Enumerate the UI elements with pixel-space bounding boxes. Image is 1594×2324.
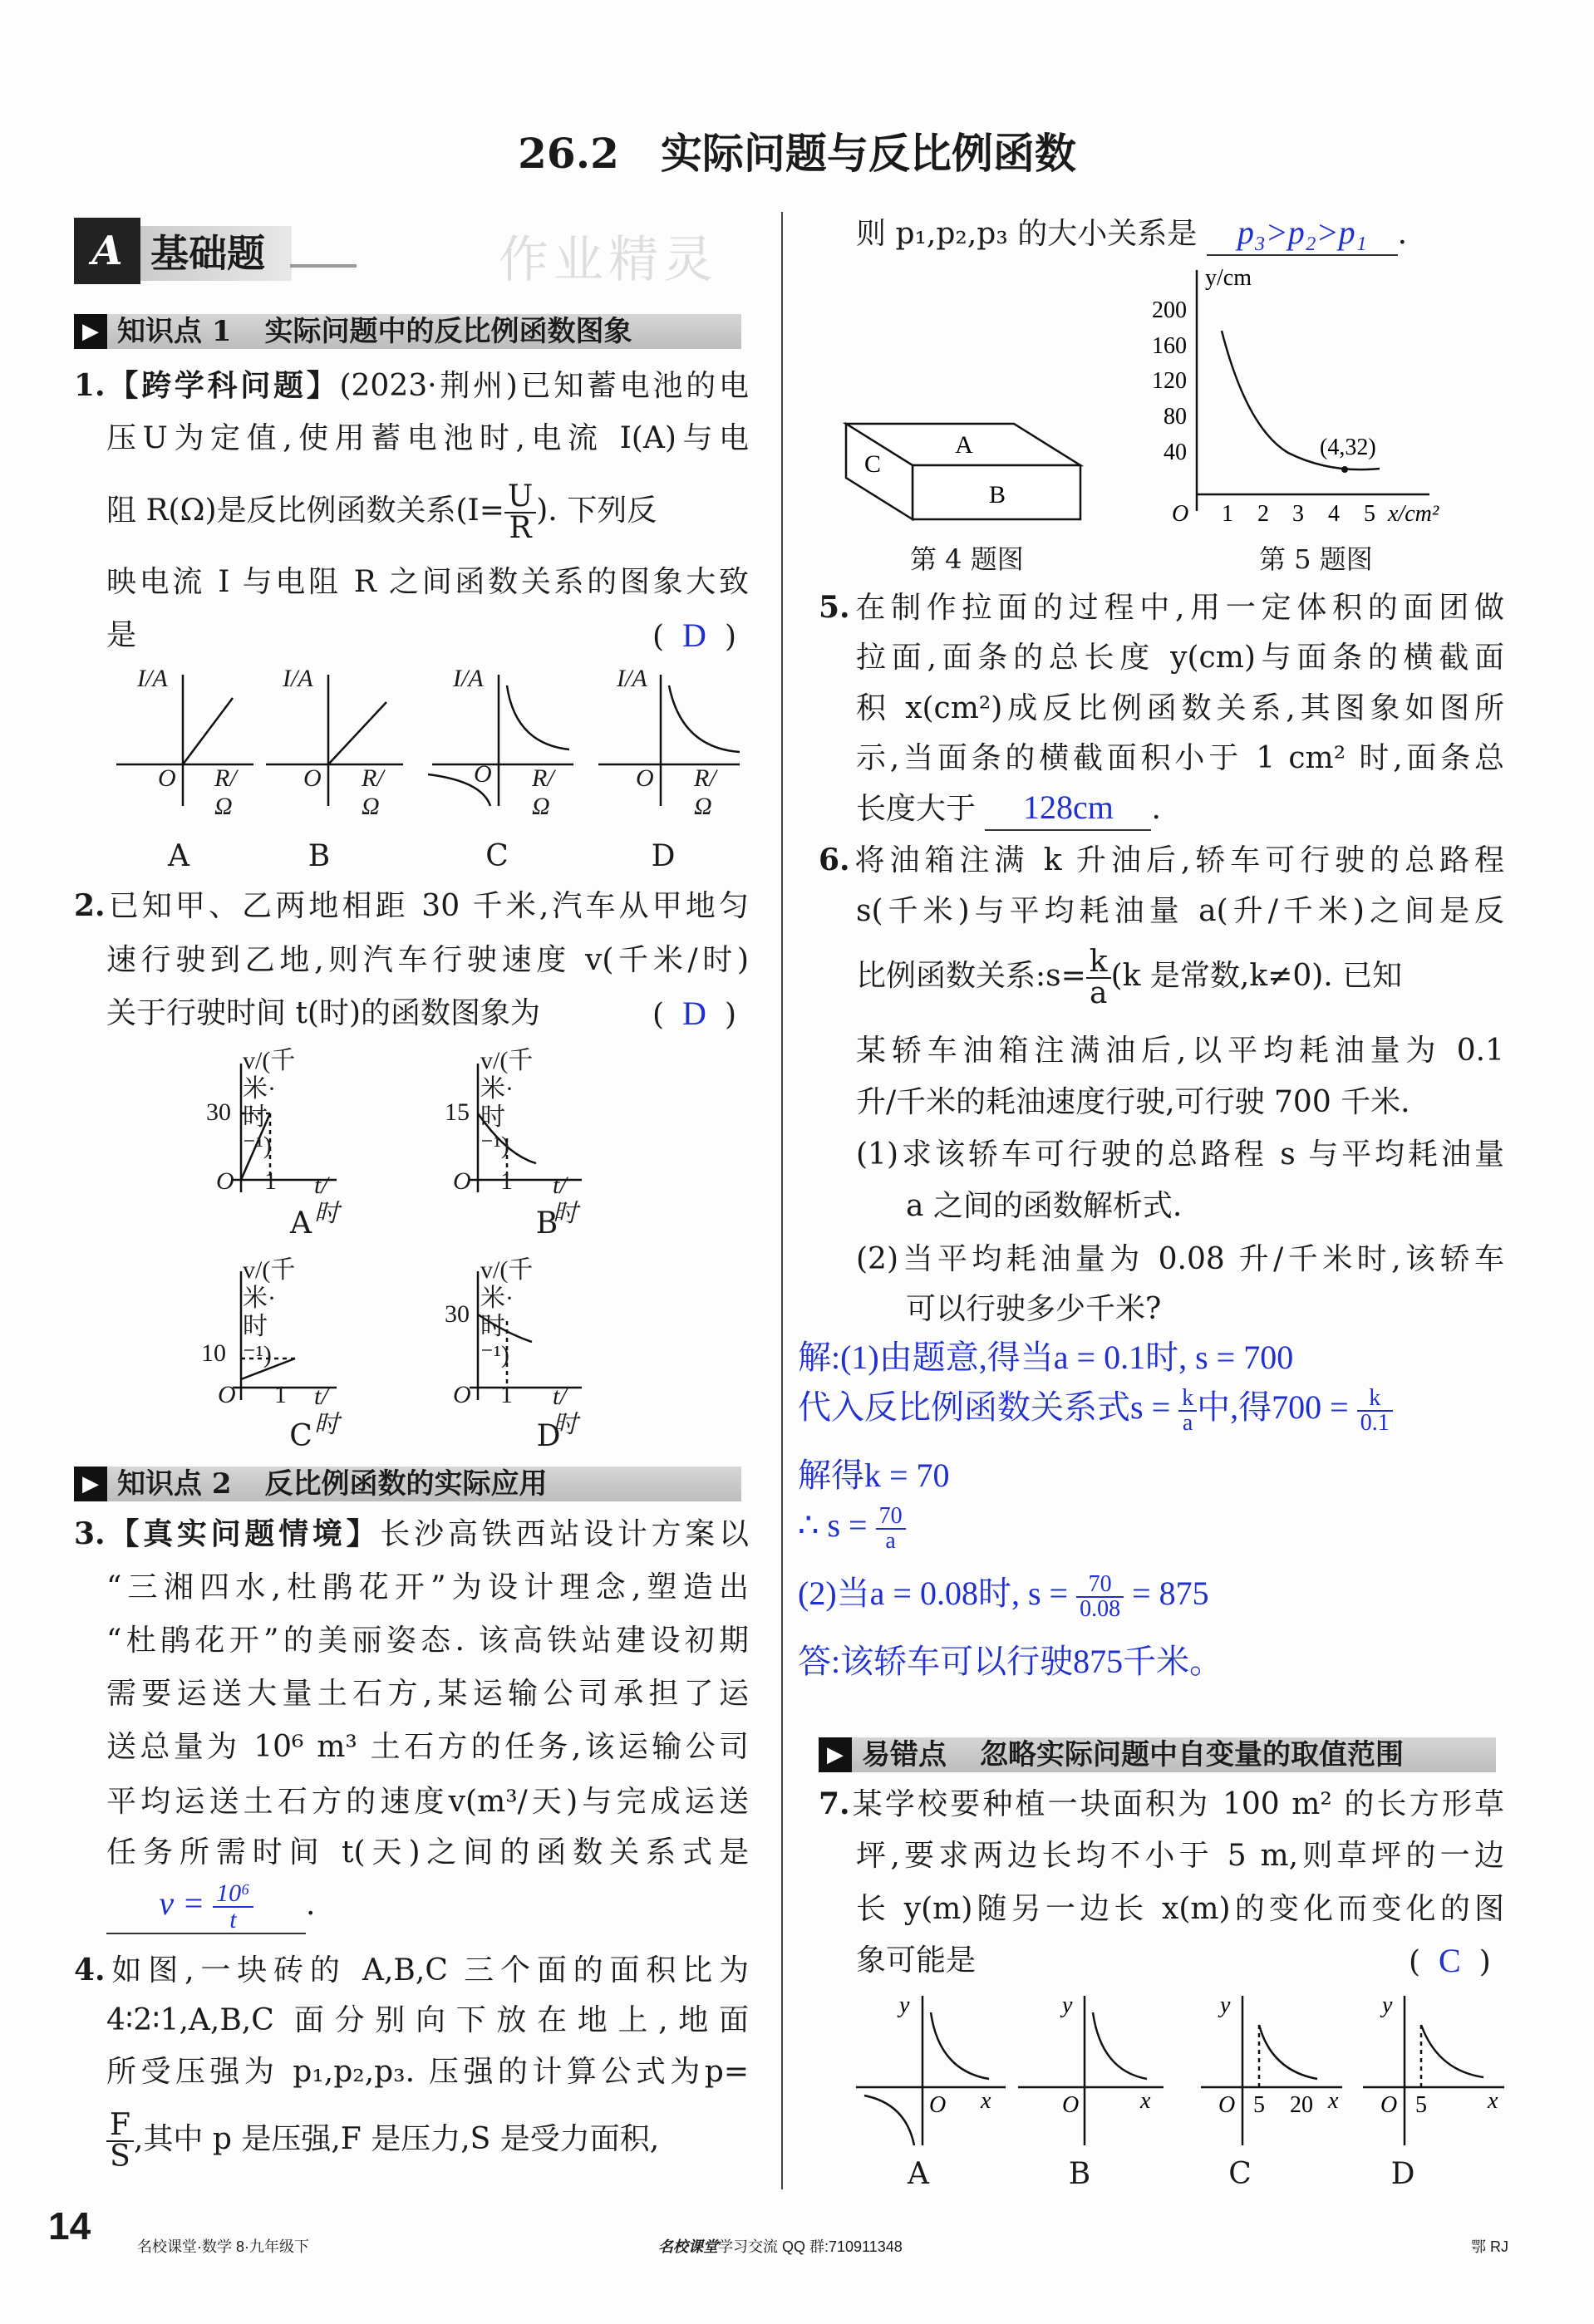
svg-text:O: O	[1062, 2092, 1080, 2118]
svg-text:4: 4	[1328, 501, 1340, 527]
q7-graphs	[848, 1987, 1513, 2154]
option-label: D	[651, 839, 676, 873]
svg-text:C: C	[863, 450, 882, 478]
fig5-caption: 第 5 题图	[1259, 543, 1373, 575]
option-label: A	[168, 839, 189, 873]
answer: D	[682, 617, 706, 654]
svg-text:y/cm: y/cm	[1205, 265, 1252, 291]
knowledge-point-1-bar: ▶ 知识点 1 实际问题中的反比例函数图象	[74, 314, 741, 349]
svg-text:y: y	[899, 1992, 910, 2018]
svg-text:O: O	[1218, 2092, 1236, 2118]
fig4-caption: 第 4 题图	[910, 543, 1024, 575]
answer: D	[682, 995, 706, 1032]
svg-text:5: 5	[1415, 2092, 1427, 2118]
svg-text:B: B	[988, 481, 1006, 509]
option-label: C	[289, 1419, 312, 1453]
option-label: A	[290, 1206, 312, 1241]
option-label: B	[307, 839, 331, 873]
svg-text:5: 5	[1253, 2092, 1265, 2118]
play-icon: ▶	[74, 1467, 107, 1501]
svg-text:O: O	[929, 2092, 947, 2118]
option-label: B	[535, 1206, 558, 1241]
svg-text:200: 200	[1152, 297, 1187, 323]
play-icon: ▶	[74, 314, 107, 349]
svg-text:x: x	[1328, 2088, 1339, 2114]
play-icon: ▶	[819, 1737, 852, 1772]
footer-edition: 鄂 RJ	[1471, 2238, 1508, 2255]
badge-letter: A	[74, 218, 140, 284]
svg-text:80: 80	[1164, 404, 1187, 430]
footer-center: 名校课堂学习交流 QQ 群:710911348	[658, 2238, 903, 2255]
svg-text:y: y	[1382, 1992, 1393, 2018]
svg-text:1: 1	[1222, 501, 1233, 527]
error-point-bar: ▶ 易错点 忽略实际问题中自变量的取值范围	[819, 1737, 1496, 1772]
answer: p₃>p₂>p₁	[1207, 211, 1398, 256]
svg-text:120: 120	[1152, 368, 1187, 394]
svg-text:y: y	[1062, 1992, 1073, 2018]
svg-text:A: A	[955, 431, 973, 459]
badge-underline	[290, 264, 357, 268]
option-label: D	[536, 1419, 561, 1453]
section-badge	[74, 218, 357, 292]
svg-text:20: 20	[1290, 2092, 1313, 2118]
svg-text:x: x	[1140, 2088, 1151, 2114]
svg-text:2: 2	[1257, 501, 1269, 527]
knowledge-point-2-bar: ▶ 知识点 2 反比例函数的实际应用	[74, 1467, 741, 1501]
svg-text:x/cm²: x/cm²	[1388, 501, 1439, 527]
column-divider	[781, 212, 783, 2189]
answer: 128cm	[985, 786, 1151, 831]
fig5-graph	[1139, 262, 1504, 528]
q1-graphs	[108, 665, 756, 814]
watermark: 作业精灵	[499, 231, 718, 289]
footer-book: 名校课堂·数学 8·九年级下	[137, 2238, 309, 2255]
footer-logo: 名校课堂	[658, 2238, 718, 2255]
svg-text:O: O	[1172, 501, 1189, 527]
option-label: A	[908, 2157, 929, 2191]
page: 26.2 实际问题与反比例函数 A 基础题 作业精灵 ▶ 知识点 1 实际问题中的反比例函数图象 1.【跨学科问题】(2023·荆州)已知蓄电池的电 压U为定值,使用蓄电池时,电流 I(A)与电 阻 R(Ω)是反比例函数关系(I= $\frac{U}{R}$ ). 下列反 映电流 I 与电阻 R 之间函数关系的图象大致 是 ( D ) I/A O R/Ω I/A O R/Ω I/A O R/Ω I/A O R/Ω A B C D 2.已知甲、乙两地相距 30 千米,汽车从甲地匀 速行驶到乙地,则汽车行驶速度 v(千米/时) 关于行驶时间 t(时)的函数图象为 ( D ) v/(千米·时⁻¹) 30 O 1 t/时 v/(千米·时⁻¹) 15 O 1 t/时 v/(千米·时⁻¹) 10 O 1 t/时 v/(千米·时⁻¹) 30 O 1 t/时 A B C D ▶ 知识点 2 反比例函数的实际应用 3.【真实问题情境】长沙高铁西站设计方案以 “三湘四水,杜鹃花开”为设计理念,塑造出 “杜鹃花开”的美丽姿态. 该高铁站建设初期 需要运送大量土石方,某运输公司承担了运 送总量为 10⁶ m³ 土石方的任务,该运输公司 平均运送土石方的速度v(m³/天)与完成运送 任务所需时间 t(天)之间的函数关系式是 v = $\frac{\text{10⁶}}{t}$ . 4.如图,一块砖的 A,B,C 三个面的面积比为 4∶2∶1,A,B,C 面分别向下放在地上,地面 所受压强为 p₁,p₂,p₃. 压强的计算公式为p= $\frac{F}{S}$ ,其中 p 是压强,F 是压力,S 是受力面积, 则 p₁,p₂,p₃ 的大小关系是 p₃>p₂>p₁ . A B C 第 4 题图 200 160 120 80 40 1 2 3 4 5 y/cm x/cm² O (4,32) 第 5 题图 5.在制作拉面的过程中,用一定体积的面团做 拉面,面条的总长度 y(cm)与面条的横截面 积 x(cm²)成反比例函数关系,其图象如图所 示,当面条的横截面积小于 1 cm² 时,面条总 长度大于 128cm . 6.将油箱注满 k 升油后,轿车可行驶的总路程 s(千米)与平均耗油量 a(升/千米)之间是反 比例函数关系:s= $\frac{k}{a}$ (k 是常数,k≠0). 已知 某轿车油箱注满油后,以平均耗油量为 0.1 升/千米的耗油速度行驶,可行驶 700 千米. (1)求该轿车可行驶的总路程 s 与平均耗油量 a 之间的函数解析式. (2)当平均耗油量为 0.08 升/千米时,该轿车 可以行驶多少千米? 解:(1)由题意,得当a = 0.1时, s = 700 代入反比例函数关系式s = $\frac{k}{a}$ 中,得700 = $\frac{k}{0.1}$ 解得k = 70 ∴ s = $\frac{70}{a}$ (2)当a = 0.08时, s = $\frac{70}{0.08}$ = 875 答:该轿车可以行驶875千米。 ▶ 易错点 忽略实际问题中自变量的取值范围 7.某学校要种植一块面积为 100 m² 的长方形草 坪,要求两边长均不小于 5 m,则草坪的一边 长 y(m)随另一边长 x(m)的变化而变化的图 象可能是 ( C ) y O x y O x y O x y O x 5 20 5 A B C D 14 名校课堂·数学 8·九年级下 名校课堂学习交流 QQ 群:710911348 鄂 RJ	[0, 0, 1594, 2324]
page-title: 26.2 实际问题与反比例函数	[518, 129, 1076, 178]
option-label: B	[1068, 2157, 1091, 2191]
svg-text:3: 3	[1292, 501, 1304, 527]
option-label: C	[485, 839, 509, 873]
svg-text:5: 5	[1364, 501, 1375, 527]
option-label: C	[1228, 2157, 1252, 2191]
svg-text:(4,32): (4,32)	[1320, 435, 1376, 460]
svg-text:40: 40	[1164, 440, 1187, 465]
svg-text:y: y	[1220, 1992, 1231, 2018]
answer: v = $\frac{\text{10⁶}}{t}$	[106, 1881, 306, 1934]
brick-figure	[839, 415, 1089, 532]
svg-text:O: O	[1380, 2092, 1398, 2118]
option-label: D	[1390, 2157, 1415, 2191]
svg-text:x: x	[1488, 2088, 1498, 2114]
page-number: 14	[48, 2204, 91, 2248]
answer: C	[1439, 1942, 1461, 1979]
svg-text:x: x	[981, 2088, 991, 2114]
svg-text:160: 160	[1152, 333, 1187, 359]
badge-label: 基础题	[140, 226, 292, 281]
